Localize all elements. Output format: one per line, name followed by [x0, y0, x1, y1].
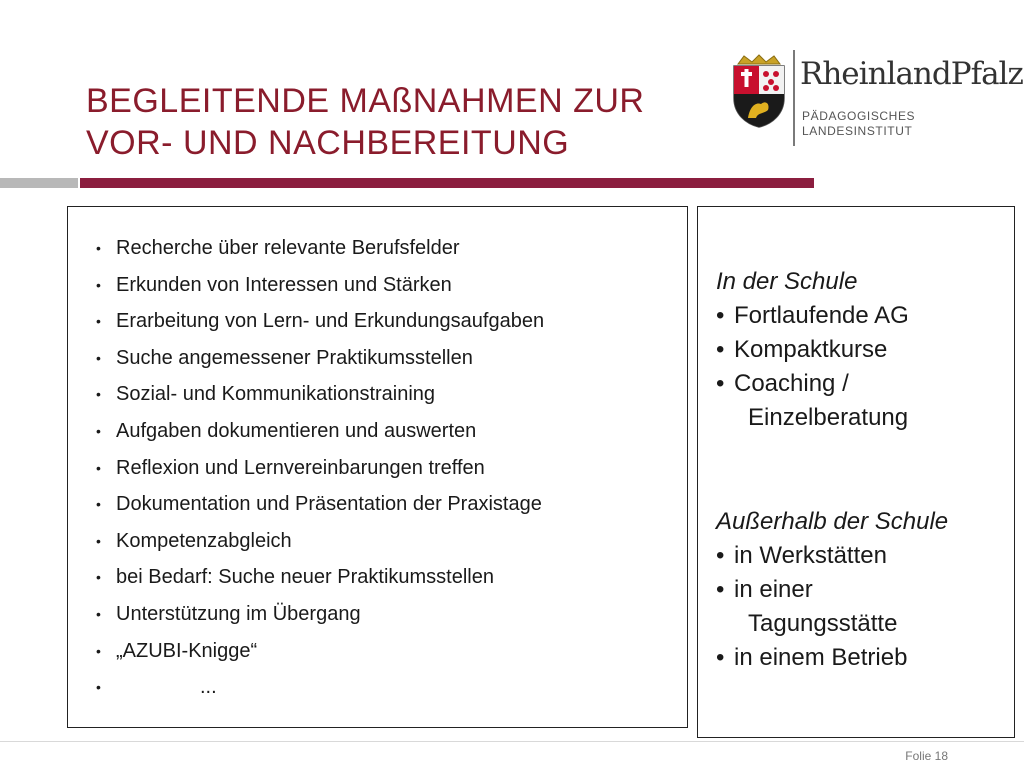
list-item: • Coaching / Einzelberatung: [716, 367, 909, 435]
slide-title-line-2: VOR- UND NACHBEREITUNG: [86, 124, 570, 162]
logo-subtitle-line-1: PÄDAGOGISCHES: [802, 109, 916, 123]
bullet-icon: •: [96, 422, 101, 439]
list-item: • ...: [68, 672, 544, 709]
slide-title: [86, 80, 644, 164]
bullet-icon: •: [716, 336, 725, 363]
logo-divider: [793, 50, 795, 146]
bullet-icon: •: [716, 542, 725, 569]
list-item: • „AZUBI-Knigge“: [68, 636, 544, 673]
bullet-icon: •: [716, 576, 725, 603]
list-item: • Erarbeitung von Lern- und Erkundungsaufgaben: [68, 306, 544, 343]
list-item: • in einem Betrieb: [716, 641, 948, 675]
list-item: • Suche angemessener Praktikumsstellen: [68, 343, 544, 380]
bullet-icon: •: [96, 642, 101, 659]
coat-of-arms-icon: [730, 54, 788, 128]
bullet-icon: •: [96, 569, 101, 586]
list-item: • Kompaktkurse: [716, 333, 909, 367]
bullet-icon: •: [96, 605, 101, 622]
bullet-icon: •: [96, 679, 101, 696]
bullet-icon: •: [96, 240, 101, 256]
institute-logo: [730, 50, 1023, 150]
outside-school-section: [716, 505, 948, 675]
measures-list-box: [67, 206, 688, 728]
bullet-icon: •: [716, 644, 725, 671]
list-item: • in einer Tagungsstätte: [716, 573, 948, 641]
bullet-icon: •: [96, 459, 101, 476]
outside-school-heading: Außerhalb der Schule: [716, 508, 949, 535]
bullet-icon: •: [716, 370, 725, 397]
list-item-continuation: Einzelberatung: [748, 404, 909, 431]
measures-list: [68, 233, 544, 709]
list-item: • Dokumentation und Präsentation der Praxistage: [68, 489, 544, 526]
list-item: • Aufgaben dokumentieren und auswerten: [68, 416, 544, 453]
bullet-icon: •: [96, 496, 101, 513]
title-rule-red: [80, 178, 814, 188]
list-item: • Kompetenzabgleich: [68, 526, 544, 563]
in-school-section: [716, 265, 909, 435]
bullet-icon: •: [96, 386, 101, 403]
bullet-icon: •: [96, 532, 101, 549]
logo-wordmark: RheinlandPfalz: [800, 56, 1023, 92]
list-item: • bei Bedarf: Suche neuer Praktikumsstellen: [68, 562, 544, 599]
logo-subtitle-line-2: LANDESINSTITUT: [802, 124, 913, 138]
slide-number: Folie 18: [905, 749, 948, 763]
slide-title-line-1: BEGLEITENDE MAßNAHMEN ZUR: [86, 82, 645, 120]
list-item: • Fortlaufende AG: [716, 299, 909, 333]
list-item: • Sozial- und Kommunikationstraining: [68, 379, 544, 416]
list-item: • Recherche über relevante Berufsfelder: [68, 233, 544, 270]
title-rule-gray: [0, 178, 78, 188]
bullet-icon: •: [96, 349, 101, 366]
list-item-continuation: Tagungsstätte: [748, 610, 898, 637]
list-item: • Unterstützung im Übergang: [68, 599, 544, 636]
list-item: • Reflexion und Lernvereinbarungen treffen: [68, 453, 544, 490]
in-school-heading: In der Schule: [716, 268, 858, 295]
bullet-icon: •: [716, 302, 725, 329]
locations-box: [697, 206, 1015, 738]
bullet-icon: •: [96, 276, 101, 293]
footer-divider: [0, 741, 1024, 742]
list-item: • in Werkstätten: [716, 539, 948, 573]
bullet-icon: •: [96, 313, 101, 330]
logo-subtitle: [802, 109, 915, 139]
list-item: • Erkunden von Interessen und Stärken: [68, 270, 544, 307]
